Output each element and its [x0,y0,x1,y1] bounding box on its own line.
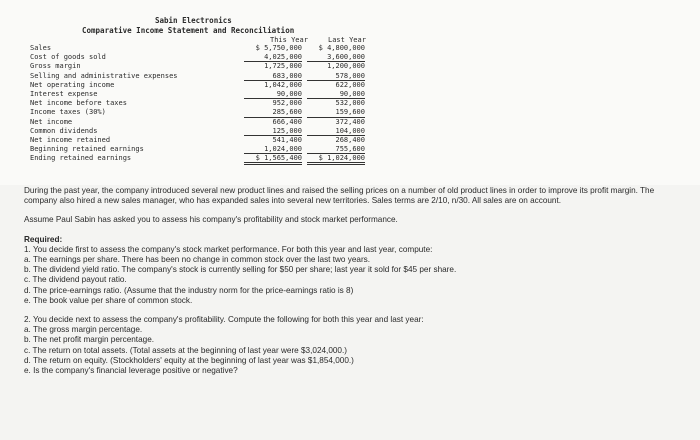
this-year-value: 90,000 [244,90,302,99]
row-label: Net income [30,117,73,126]
col-last-year: Last Year [328,36,366,44]
last-year-value: 268,400 [335,135,365,144]
q2-item: 2. You decide next to assess the company's profitability. Compute the following for both this year and last year: [24,315,424,325]
last-year-value: 755,600 [307,145,365,154]
this-year-value: 125,000 [244,127,302,136]
last-year-value: 622,000 [335,80,365,89]
this-year-value: 541,400 [272,135,302,144]
assume-paragraph: Assume Paul Sabin has asked you to assess his company's profitability and stock market performance. [24,215,398,225]
row-label: Income taxes (30%) [30,108,106,117]
intro-paragraph: During the past year, the company introduced several new product lines and raised the selling prices on a number of old product lines in order to improve its profit margin. The company also hired a new sales manager, who has expanded sales into several new territories. Sales terms are 2/10, n/30. All sales are on account. [24,186,655,206]
q1-item: c. The dividend payout ratio. [24,275,127,285]
income-statement [0,0,700,185]
this-year-value: $ 1,565,400 [244,154,302,165]
this-year-value: 4,025,000 [244,53,302,62]
last-year-value: 1,200,000 [327,62,365,71]
last-year-value: 159,600 [307,108,365,117]
row-label: Net income before taxes [30,99,127,108]
this-year-value: 666,400 [272,117,302,126]
this-year-values [244,44,302,165]
q2-item: a. The gross margin percentage. [24,325,143,335]
row-label: Sales [30,44,52,52]
statement-title: Comparative Income Statement and Reconciliation [82,26,295,35]
row-label: Cost of goods sold [30,53,106,62]
row-label: Gross margin [30,62,81,71]
this-year-value: 1,725,000 [264,62,302,71]
this-year-value: 1,042,000 [264,80,302,89]
problem-text [24,186,684,376]
q1-item: a. The earnings per share. There has been no change in common stock over the last two years. [24,255,371,265]
this-year-value: 683,000 [244,72,302,81]
last-year-value: $ 1,024,000 [307,154,365,165]
company-name: Sabin Electronics [155,16,232,25]
row-label: Net operating income [30,80,115,89]
q1-item: b. The dividend yield ratio. The company's stock is currently selling for $50 per share; last year it sold for $45 per share. [24,265,457,275]
col-this-year: This Year [270,36,308,44]
q2-item: b. The net profit margin percentage. [24,335,155,345]
row-label: Beginning retained earnings [30,145,144,154]
last-year-value: 578,000 [307,72,365,81]
required-heading: Required: [24,234,63,244]
last-year-value: 532,000 [335,99,365,108]
row-label: Interest expense [30,90,98,99]
last-year-value: 3,600,000 [307,53,365,62]
row-label: Ending retained earnings [30,154,132,163]
last-year-value: 104,000 [307,127,365,136]
q2-item: e. Is the company's financial leverage positive or negative? [24,366,238,376]
q1-item: 1. You decide first to assess the company's stock market performance. For both this year and last year, compute: [24,244,433,254]
row-label: Selling and administrative expenses [30,71,178,80]
row-label: Common dividends [30,126,98,135]
this-year-value: 1,024,000 [244,145,302,154]
q2-item: d. The return on equity. (Stockholders' equity at the beginning of last year was $1,854,000.) [24,355,354,365]
last-year-values [307,44,365,165]
last-year-value: 372,400 [335,117,365,126]
this-year-value: 952,000 [272,99,302,108]
q1-item: d. The price-earnings ratio. (Assume that the industry norm for the price-earnings ratio is 8) [24,285,354,295]
q2-item: c. The return on total assets. (Total assets at the beginning of last year were $3,024,000.) [24,345,347,355]
last-year-value: 90,000 [307,90,365,99]
question-1-list [24,245,684,306]
question-2-list [24,315,684,376]
this-year-value: $ 5,750,000 [255,44,302,52]
row-labels [30,44,178,164]
this-year-value: 285,600 [244,108,302,117]
last-year-value: $ 4,800,000 [318,44,365,52]
row-label: Net income retained [30,136,111,145]
q1-item: e. The book value per share of common stock. [24,295,193,305]
